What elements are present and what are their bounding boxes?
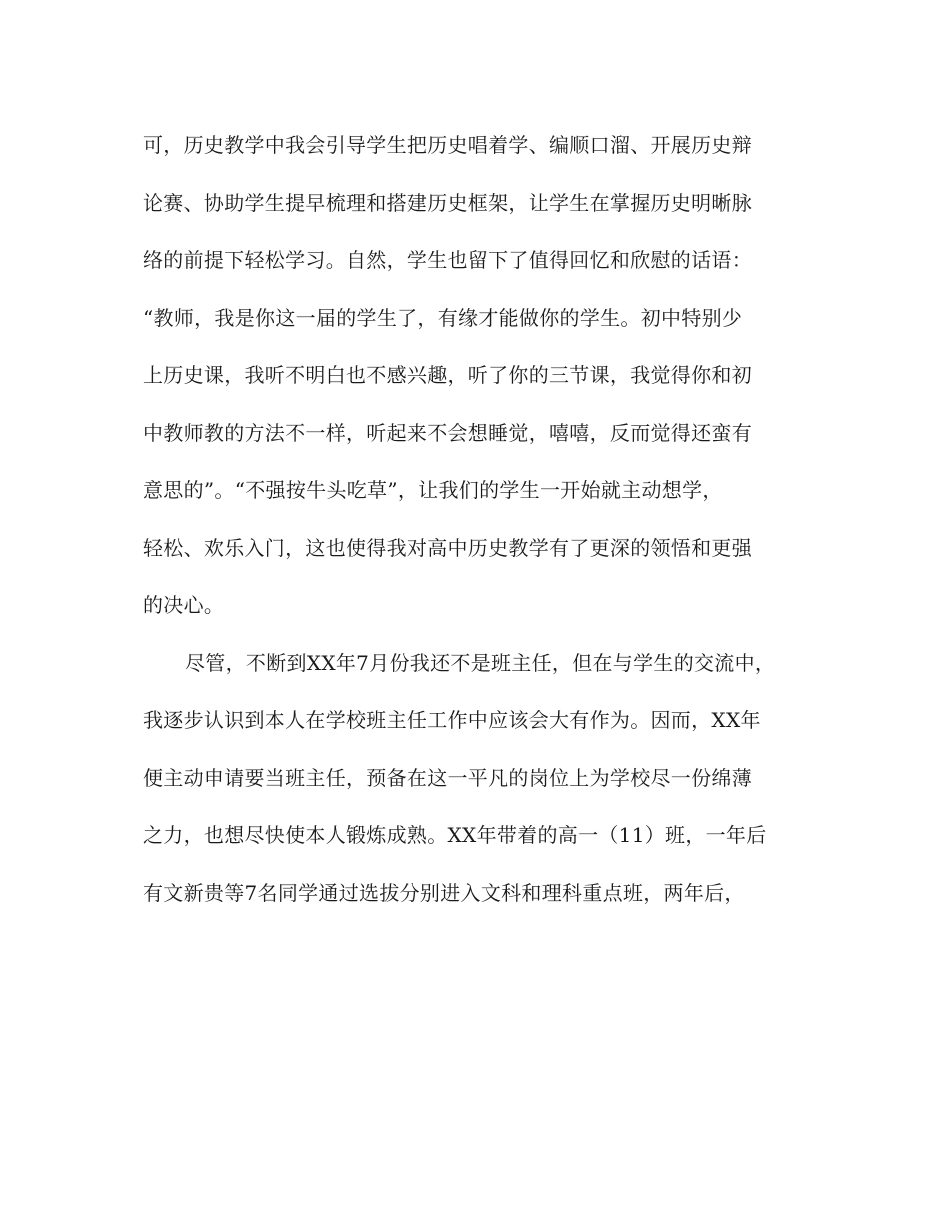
text-line: 论赛、协助学生提早梳理和搭建历史框架，让学生在掌握历史明晰脉 (143, 190, 752, 215)
paragraph-start-line: 尽管，不断到XX年7月份我还不是班主任，但在与学生的交流中， (185, 650, 776, 675)
text-line: 的决心。 (143, 593, 225, 617)
text-line: 意思的”。“不强按牛头吃草”，让我们的学生一开始就主动想学， (143, 478, 723, 502)
text-line: 轻松、欢乐入门，这也使得我对高中历史教学有了更深的领悟和更强 (143, 535, 752, 560)
text-line: 便主动申请要当班主任，预备在这一平凡的岗位上为学校尽一份绵薄 (143, 765, 752, 790)
text-line: 有文新贵等7名同学通过选拔分别进入文科和理科重点班，两年后， (143, 880, 745, 905)
text-line: 中教师教的方法不一样，听起来不会想睡觉，嘻嘻，反而觉得还蛮有 (143, 420, 752, 445)
text-line: 上历史课，我听不明白也不感兴趣，听了你的三节课，我觉得你和初 (143, 363, 752, 387)
document-body (143, 126, 823, 931)
text-line: “教师，我是你这一届的学生了，有缘才能做你的学生。初中特别少 (143, 305, 743, 330)
text-line: 我逐步认识到本人在学校班主任工作中应该会大有作为。因而，XX年 (143, 708, 761, 732)
text-line: 络的前提下轻松学习。自然，学生也留下了值得回忆和欣慰的话语： (143, 248, 752, 272)
text-line: 可，历史教学中我会引导学生把历史唱着学、编顺口溜、开展历史辩 (143, 133, 752, 157)
text-line: 之力，也想尽快使本人锻炼成熟。XX年带着的高一（11）班，一年后 (143, 823, 767, 847)
